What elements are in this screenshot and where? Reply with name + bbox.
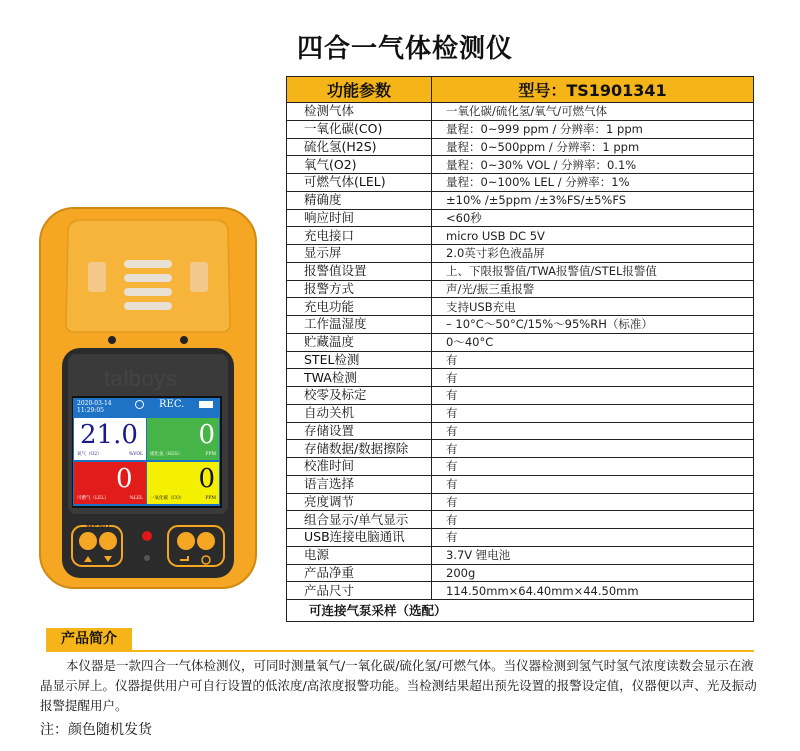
spec-label: USB连接电脑通讯 xyxy=(287,529,432,547)
spec-label: 充电功能 xyxy=(287,298,432,316)
spec-value: – 10°C〜50°C/15%〜95%RH（标准） xyxy=(432,316,754,334)
table-row xyxy=(287,422,754,440)
spec-value: 有 xyxy=(432,529,754,547)
page-title: 四合一气体检测仪 xyxy=(296,34,513,64)
spec-table xyxy=(286,76,754,622)
table-row xyxy=(287,280,754,298)
intro-paragraph: 本仪器是一款四合一气体检测仪，可同时测量氧气/一氧化碳/硫化氢/可燃气体。当仪器检测到氢气时氢气浓度读数会显示在液晶显示屏上。仪器提供用户可自行设置的低浓度/高浓度报警功能。当检测结果超出预先设置的报警设定值，仪器便以声、光及振动报警提醒用户。 xyxy=(40,658,757,713)
intro-divider xyxy=(46,650,754,652)
spec-value: 量程：0~500ppm / 分辨率：1 ppm xyxy=(432,138,754,156)
spec-value: <60秒 xyxy=(432,209,754,227)
spec-value: 0〜40°C xyxy=(432,333,754,351)
table-row xyxy=(287,511,754,529)
table-row xyxy=(287,174,754,192)
battery-icon xyxy=(199,401,213,408)
header-params: 功能参数 xyxy=(287,77,432,103)
table-row xyxy=(287,582,754,600)
table-header-row xyxy=(287,77,754,103)
spec-label: 可燃气体(LEL) xyxy=(287,174,432,192)
brand-logo: talboys xyxy=(104,366,178,391)
intro-text xyxy=(40,656,758,716)
table-row xyxy=(287,493,754,511)
spec-label: 响应时间 xyxy=(287,209,432,227)
spec-label: 校零及标定 xyxy=(287,387,432,405)
spec-label: 产品净重 xyxy=(287,564,432,582)
spec-value: 有 xyxy=(432,440,754,458)
spec-label: 显示屏 xyxy=(287,245,432,263)
reading-o2-unit: %VOL xyxy=(128,452,143,457)
table-row xyxy=(287,227,754,245)
spec-label: STEL检测 xyxy=(287,351,432,369)
spec-value: 有 xyxy=(432,422,754,440)
reading-h2s-unit: PPM xyxy=(205,452,216,457)
reading-lel xyxy=(74,462,146,504)
table-row xyxy=(287,387,754,405)
table-footer-row xyxy=(287,600,754,622)
spec-label: 存储数据/数据擦除 xyxy=(287,440,432,458)
reading-h2s-gas: 硫化氢（H2S） xyxy=(150,452,183,457)
spec-value: 上、下限报警值/TWA报警值/STEL报警值 xyxy=(432,262,754,280)
spec-value: ±10% /±5ppm /±3%FS/±5%FS xyxy=(432,191,754,209)
table-row xyxy=(287,103,754,121)
spec-label: TWA检测 xyxy=(287,369,432,387)
table-row xyxy=(287,369,754,387)
table-row xyxy=(287,529,754,547)
spec-label: 自动关机 xyxy=(287,404,432,422)
spec-label: 充电接口 xyxy=(287,227,432,245)
spec-label: 产品尺寸 xyxy=(287,582,432,600)
table-footer: 可连接气泵采样（选配） xyxy=(287,600,754,622)
reading-h2s xyxy=(147,418,219,460)
reading-co-gas: 一氧化碳（CO） xyxy=(150,496,185,501)
spec-value: 有 xyxy=(432,369,754,387)
clock-icon xyxy=(135,400,144,409)
reading-co-unit: PPM xyxy=(205,496,216,501)
reading-lel-unit: %LEL xyxy=(129,496,143,501)
table-row xyxy=(287,404,754,422)
header-model: 型号：TS1901341 xyxy=(432,77,754,103)
table-row xyxy=(287,564,754,582)
spec-label: 亮度调节 xyxy=(287,493,432,511)
spec-value: 114.50mm×64.40mm×44.50mm xyxy=(432,582,754,600)
spec-label: 语言选择 xyxy=(287,475,432,493)
spec-label: 工作温湿度 xyxy=(287,316,432,334)
menu-label: MENU xyxy=(86,522,110,531)
table-row xyxy=(287,351,754,369)
spec-label: 检测气体 xyxy=(287,103,432,121)
reading-lel-value: 0 xyxy=(116,464,133,494)
spec-value: 量程：0~999 ppm / 分辨率：1 ppm xyxy=(432,120,754,138)
table-row xyxy=(287,333,754,351)
spec-value: micro USB DC 5V xyxy=(432,227,754,245)
reading-h2s-value: 0 xyxy=(198,420,215,450)
table-row xyxy=(287,475,754,493)
spec-value: 有 xyxy=(432,458,754,476)
screen-status-bar xyxy=(73,398,220,418)
table-row xyxy=(287,156,754,174)
spec-value: 有 xyxy=(432,493,754,511)
table-row xyxy=(287,209,754,227)
spec-label: 电源 xyxy=(287,546,432,564)
device-illustration xyxy=(38,206,258,590)
table-row xyxy=(287,440,754,458)
spec-label: 硫化氢(H2S) xyxy=(287,138,432,156)
spec-label: 贮藏温度 xyxy=(287,333,432,351)
spec-label: 组合显示/单气显示 xyxy=(287,511,432,529)
table-row xyxy=(287,546,754,564)
spec-label: 氧气(O2) xyxy=(287,156,432,174)
spec-label: 一氧化碳(CO) xyxy=(287,120,432,138)
table-row xyxy=(287,298,754,316)
screen-time: 11:29:05 xyxy=(77,407,104,414)
spec-value: 3.7V 锂电池 xyxy=(432,546,754,564)
spec-label: 报警值设置 xyxy=(287,262,432,280)
spec-value: 有 xyxy=(432,475,754,493)
spec-label: 精确度 xyxy=(287,191,432,209)
table-row xyxy=(287,245,754,263)
reading-o2-value: 21.0 xyxy=(80,420,138,450)
spec-value: 有 xyxy=(432,511,754,529)
reading-lel-gas: 可燃气（LEL） xyxy=(77,496,109,501)
spec-value: 声/光/振三重报警 xyxy=(432,280,754,298)
spec-value: 有 xyxy=(432,351,754,369)
spec-value: 量程：0~30% VOL / 分辨率：0.1% xyxy=(432,156,754,174)
table-row xyxy=(287,191,754,209)
spec-value: 200g xyxy=(432,564,754,582)
spec-value: 量程：0~100% LEL / 分辨率：1% xyxy=(432,174,754,192)
reading-o2-gas: 氧气（O2） xyxy=(77,452,102,457)
reading-o2 xyxy=(74,418,146,460)
spec-value: 一氧化碳/硫化氢/氧气/可燃气体 xyxy=(432,103,754,121)
spec-label: 报警方式 xyxy=(287,280,432,298)
spec-value: 有 xyxy=(432,387,754,405)
table-row xyxy=(287,120,754,138)
screen-rec: REC. xyxy=(159,399,185,410)
table-row xyxy=(287,316,754,334)
table-row xyxy=(287,458,754,476)
reading-co xyxy=(147,462,219,504)
table-row xyxy=(287,138,754,156)
spec-label: 校准时间 xyxy=(287,458,432,476)
spec-label: 存储设置 xyxy=(287,422,432,440)
color-note: 注：颜色随机发货 xyxy=(40,722,152,738)
intro-heading: 产品简介 xyxy=(46,628,132,651)
reading-co-value: 0 xyxy=(198,464,215,494)
table-row xyxy=(287,262,754,280)
spec-value: 支持USB充电 xyxy=(432,298,754,316)
device-screen xyxy=(73,398,220,506)
spec-value: 有 xyxy=(432,404,754,422)
spec-value: 2.0英寸彩色液晶屏 xyxy=(432,245,754,263)
screen-date: 2020-03-14 xyxy=(77,400,112,407)
